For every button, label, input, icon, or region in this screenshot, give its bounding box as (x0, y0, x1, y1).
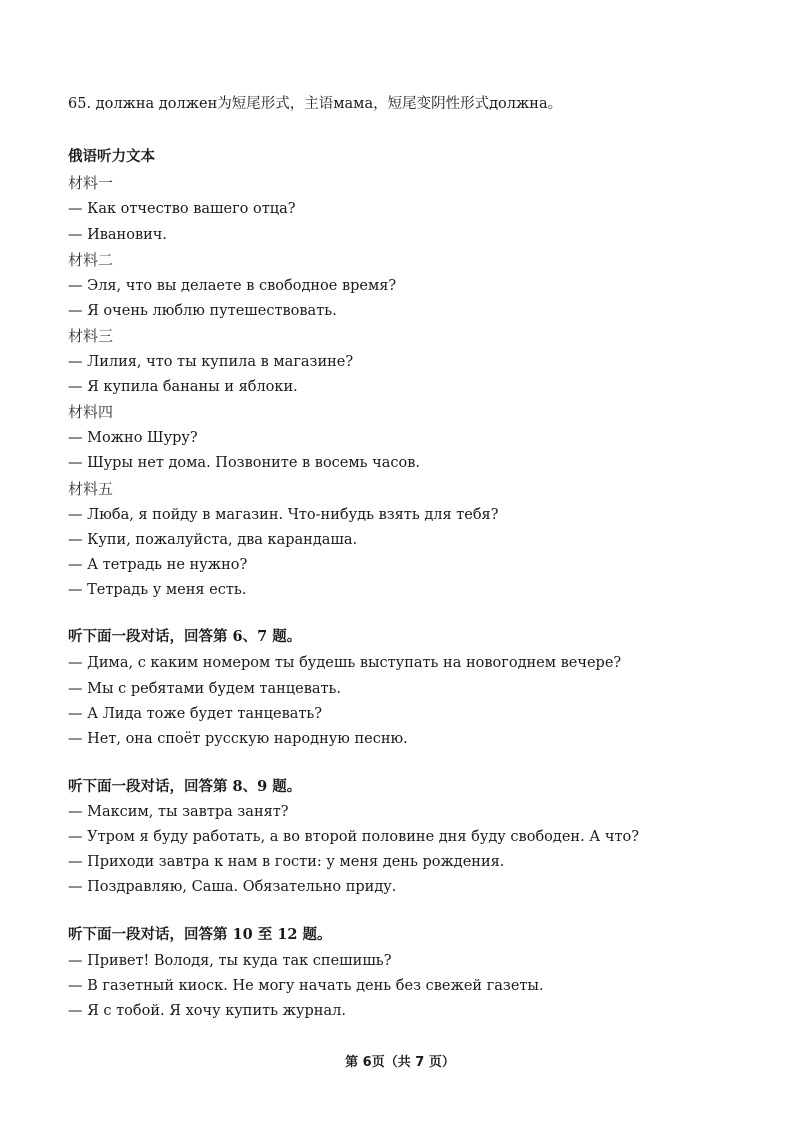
dialog-8-9-line-2: — Утром я буду работать, а во второй половине дня буду свободен. А что? (68, 829, 640, 845)
dialog-10-12-line-1: — Привет! Володя, ты куда так спешишь? (68, 953, 392, 969)
dialog-10-12-line-2: — В газетный киоск. Не могу начать день без свежей газеты. (68, 978, 544, 994)
material-3-label: 材料三 (68, 327, 114, 345)
material-3-line-1: — Лилия, что ты купила в магазине? (68, 354, 354, 370)
dialog-6-7-heading: 听下面一段对话，回答第 6、7 题。 (68, 628, 302, 645)
dialog-8-9-heading: 听下面一段对话，回答第 8、9 题。 (68, 778, 302, 795)
answer-note-65: 65. должна должен为短尾形式，主语мама，短尾变阴性形式должна。 (68, 96, 563, 112)
material-1-line-2: — Иванович. (68, 227, 167, 243)
dialog-8-9-line-1: — Максим, ты завтра занят? (68, 804, 289, 820)
dialog-10-12-line-3: — Я с тобой. Я хочу купить журнал. (68, 1003, 346, 1019)
material-5-label: 材料五 (68, 480, 114, 498)
dialog-10-12-heading: 听下面一段对话，回答第 10 至 12 题。 (68, 926, 332, 943)
material-2-label: 材料二 (68, 251, 114, 269)
material-2-line-1: — Эля, что вы делаете в свободное время? (68, 278, 397, 294)
material-5-line-2: — Купи, пожалуйста, два карандаша. (68, 532, 358, 548)
dialog-6-7-line-4: — Нет, она споёт русскую народную песню. (68, 731, 408, 747)
material-5-line-1: — Люба, я пойду в магазин. Что-нибудь взять для тебя? (68, 507, 499, 523)
dialog-8-9-line-4: — Поздравляю, Саша. Обязательно приду. (68, 879, 397, 895)
page-footer: 第 6页（共 7 页） (345, 1055, 455, 1070)
dialog-6-7-line-1: — Дима, с каким номером ты будешь выступать на новогоднем вечере? (68, 655, 622, 671)
material-4-line-1: — Можно Шуру? (68, 430, 198, 446)
material-3-line-2: — Я купила бананы и яблоки. (68, 379, 298, 395)
material-4-label: 材料四 (68, 403, 114, 421)
material-5-line-3: — А тетрадь не нужно? (68, 557, 248, 573)
material-1-label: 材料一 (68, 174, 114, 192)
dialog-8-9-line-3: — Приходи завтра к нам в гости: у меня день рождения. (68, 854, 505, 870)
material-4-line-2: — Шуры нет дома. Позвоните в восемь часов. (68, 455, 421, 471)
material-5-line-4: — Тетрадь у меня есть. (68, 582, 247, 598)
material-1-line-1: — Как отчество вашего отца? (68, 201, 296, 217)
dialog-6-7-line-3: — А Лида тоже будет танцевать? (68, 706, 323, 722)
material-2-line-2: — Я очень люблю путешествовать. (68, 303, 337, 319)
dialog-6-7-line-2: — Мы с ребятами будем танцевать. (68, 681, 342, 697)
section-title: 俄语听力文本 (68, 148, 155, 165)
